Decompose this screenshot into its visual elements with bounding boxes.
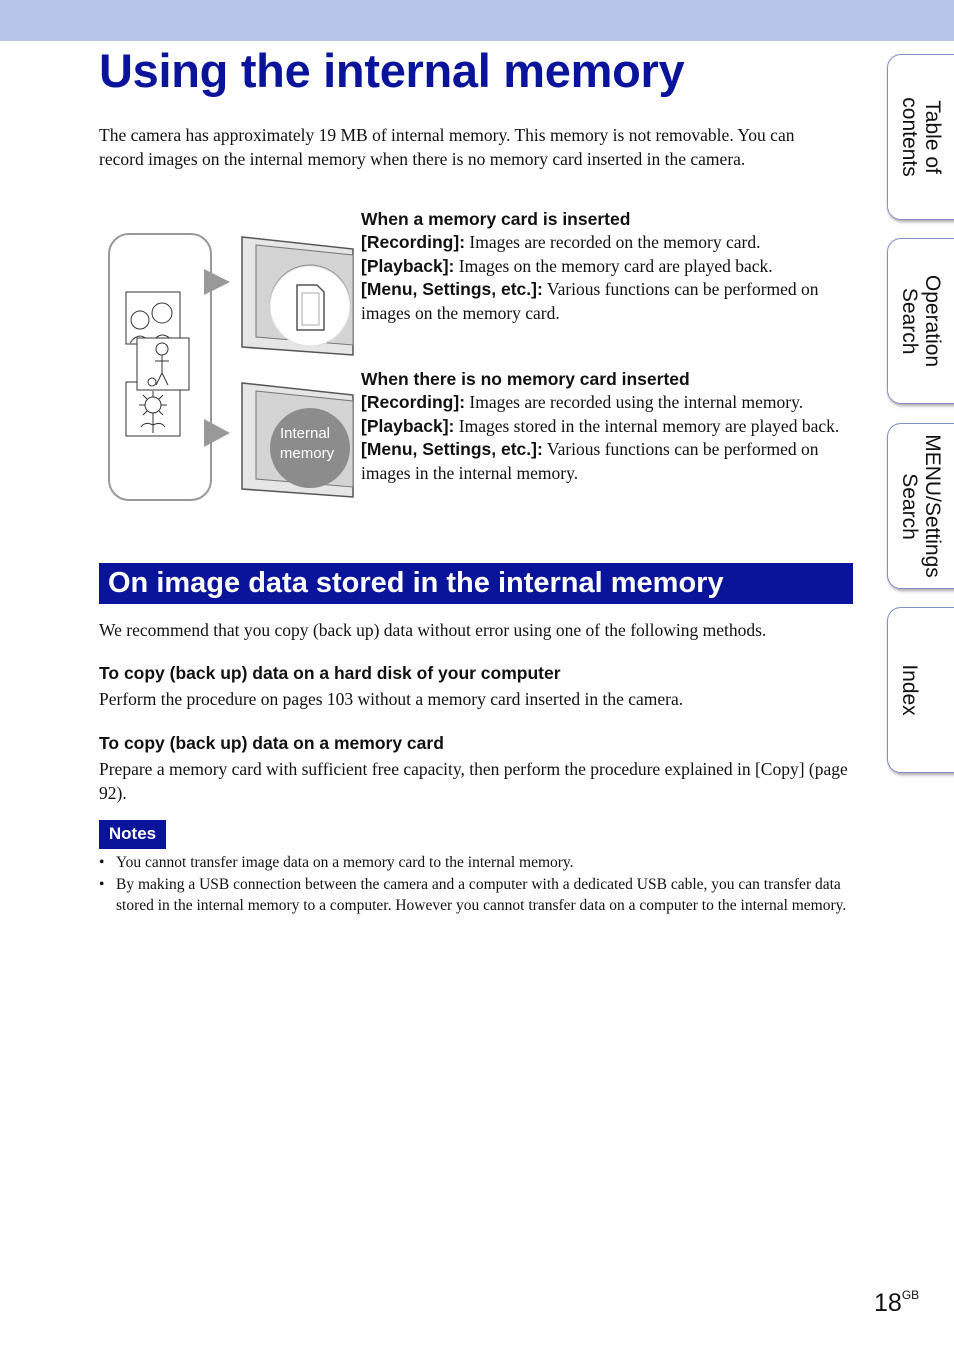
with-card-block <box>361 207 851 325</box>
note-item: • By making a USB connection between the camera and a computer with a dedicated USB cable, you can transfer data stored in the internal memory to a computer. However you cannot transfer data on a computer to the internal memory. <box>99 874 851 917</box>
intro-paragraph: The camera has approximately 19 MB of internal memory. This memory is not removable. You can record images on the internal memory when there is no memory card inserted in the camera. <box>99 125 795 169</box>
memory-card-icon <box>297 285 324 330</box>
page-number <box>874 1288 919 1318</box>
internal-label-line2: memory <box>279 445 335 462</box>
with-card-playback <box>361 255 851 279</box>
menu-label: [Menu, Settings, etc.]: <box>361 279 543 300</box>
recommend-paragraph: We recommend that you copy (back up) data without error using one of the following methods. <box>99 620 767 640</box>
recording-text: Images are recorded on the memory card. <box>465 232 761 252</box>
page-title: Using the internal memory <box>99 44 685 97</box>
recording-label: [Recording]: <box>361 232 466 252</box>
card-backup-text: Prepare a memory card with sufficient free capacity, then perform the procedure explained in [Copy] (page 92). <box>99 759 848 803</box>
tab-index[interactable] <box>887 607 954 773</box>
page-number-suffix: GB <box>901 1288 920 1302</box>
card-backup-heading: To copy (back up) data on a memory card <box>99 733 444 753</box>
notes-label: Notes <box>99 820 166 849</box>
with-card-menu <box>361 278 851 325</box>
note-item: • You cannot transfer image data on a memory card to the internal memory. <box>99 852 851 874</box>
menu-text: Various functions can be performed on images in the internal memory. <box>361 439 819 483</box>
hdd-backup-heading: To copy (back up) data on a hard disk of your computer <box>99 663 561 683</box>
internal-label-line1: Internal <box>279 425 331 442</box>
tab-index-label: Index <box>898 664 921 716</box>
menu-label: [Menu, Settings, etc.]: <box>361 439 543 460</box>
page-number-value: 18 <box>874 1289 902 1317</box>
no-card-block <box>361 367 851 485</box>
tab-operation-search[interactable] <box>887 238 954 404</box>
memory-illustration <box>100 225 360 510</box>
hdd-backup-block <box>99 661 851 712</box>
card-backup-block <box>99 731 851 805</box>
tab-operation-search-label: Operation Search <box>898 274 944 368</box>
section-heading: On image data stored in the internal memory <box>99 563 853 604</box>
tab-table-of-contents-label: Table of contents <box>898 97 944 177</box>
menu-text: Various functions can be performed on images on the memory card. <box>361 279 819 323</box>
with-card-heading: When a memory card is inserted <box>361 209 631 229</box>
top-bar <box>0 0 954 41</box>
recording-text: Images are recorded using the internal memory. <box>465 392 804 412</box>
playback-text: Images stored in the internal memory are played back. <box>454 415 840 436</box>
playback-label: [Playback]: <box>361 255 455 276</box>
tab-table-of-contents[interactable] <box>887 54 954 220</box>
arrow-top <box>204 269 230 295</box>
no-card-playback <box>361 415 851 439</box>
no-card-heading: When there is no memory card inserted <box>361 369 690 389</box>
tab-menu-settings-search[interactable] <box>887 423 954 589</box>
playback-label: [Playback]: <box>361 415 455 436</box>
hdd-backup-text: Perform the procedure on pages 103 without a memory card inserted in the camera. <box>99 689 684 709</box>
tab-menu-settings-search-label: MENU/Settings Search <box>898 434 944 578</box>
playback-text: Images on the memory card are played back. <box>454 255 773 276</box>
no-card-menu <box>361 438 851 485</box>
notes-list <box>99 852 851 917</box>
recording-label: [Recording]: <box>361 392 466 412</box>
with-card-recording <box>361 231 851 255</box>
arrow-bottom <box>204 419 230 447</box>
no-card-recording <box>361 391 851 415</box>
